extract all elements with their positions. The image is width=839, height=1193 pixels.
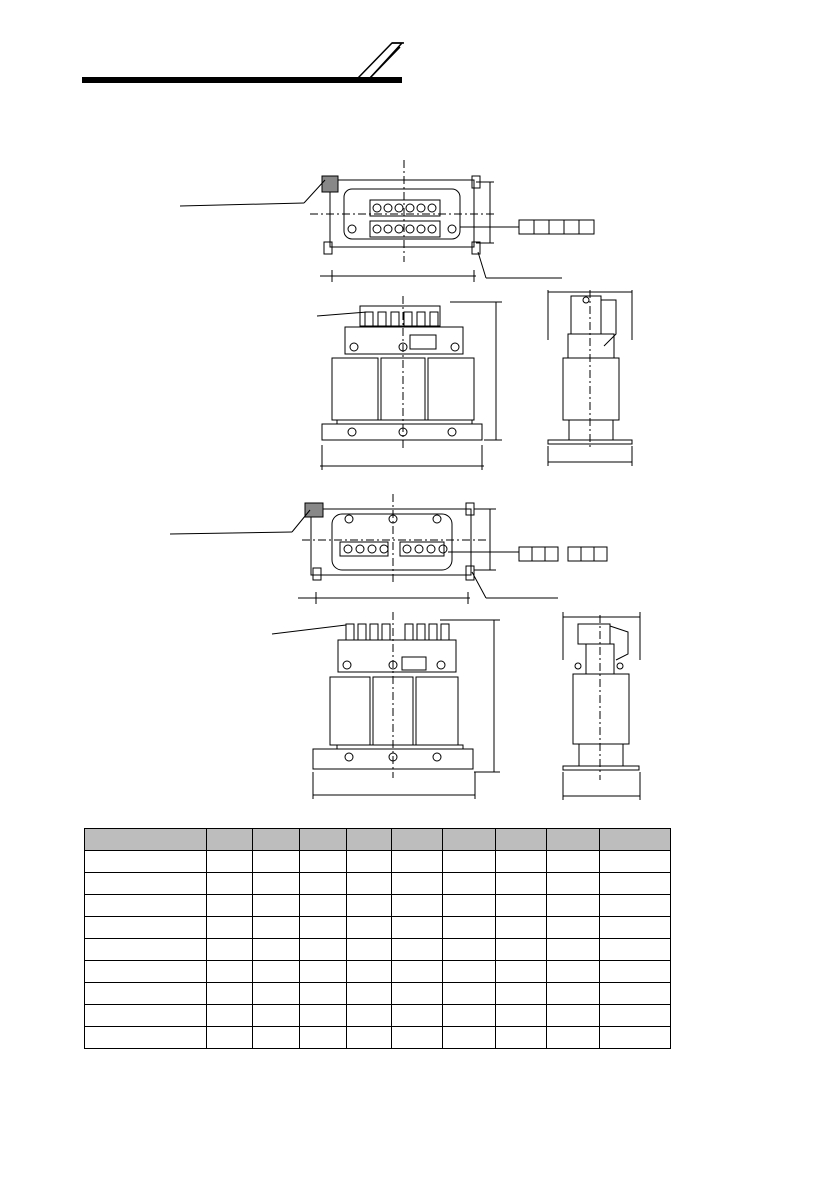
dimension-cell — [392, 1027, 443, 1049]
dimension-cell — [443, 1005, 496, 1027]
dimension-cell — [547, 917, 600, 939]
dimension-cell — [600, 895, 671, 917]
col-header — [252, 829, 299, 851]
model-cell — [85, 851, 207, 873]
dimension-cell — [346, 895, 392, 917]
dimension-cell — [443, 851, 496, 873]
dimension-cell — [600, 939, 671, 961]
col-header — [299, 829, 346, 851]
dimension-cell — [346, 873, 392, 895]
table-row — [85, 873, 671, 895]
dimension-cell — [252, 983, 299, 1005]
large-top-view — [170, 494, 607, 604]
dimension-cell — [496, 873, 547, 895]
dimension-cell — [547, 1005, 600, 1027]
dimension-cell — [299, 939, 346, 961]
table-header-row — [85, 829, 671, 851]
dimension-cell — [252, 939, 299, 961]
dimension-cell — [346, 983, 392, 1005]
small-top-view — [180, 160, 594, 282]
dimension-cell — [392, 983, 443, 1005]
table-row — [85, 851, 671, 873]
dimension-cell — [443, 873, 496, 895]
dimension-cell — [547, 851, 600, 873]
col-header — [206, 829, 252, 851]
dimension-cell — [206, 895, 252, 917]
dimension-cell — [600, 983, 671, 1005]
dimension-cell — [252, 851, 299, 873]
col-header — [346, 829, 392, 851]
model-cell — [85, 961, 207, 983]
dimension-cell — [252, 917, 299, 939]
table-row — [85, 1005, 671, 1027]
dimension-cell — [206, 851, 252, 873]
dimension-cell — [346, 1027, 392, 1049]
dimension-cell — [547, 939, 600, 961]
dimension-cell — [547, 873, 600, 895]
dimension-cell — [346, 851, 392, 873]
dimension-cell — [496, 961, 547, 983]
dimension-cell — [252, 895, 299, 917]
dimension-cell — [392, 851, 443, 873]
dimension-cell — [600, 961, 671, 983]
model-cell — [85, 895, 207, 917]
small-front-view — [317, 296, 502, 470]
col-header — [392, 829, 443, 851]
dimension-cell — [299, 1027, 346, 1049]
model-cell — [85, 917, 207, 939]
dimension-cell — [252, 1005, 299, 1027]
dimension-cell — [206, 917, 252, 939]
table-row — [85, 983, 671, 1005]
dimension-cell — [392, 917, 443, 939]
large-side-view — [563, 612, 640, 800]
dimension-cell — [600, 851, 671, 873]
dimension-cell — [346, 939, 392, 961]
dimension-cell — [392, 939, 443, 961]
model-cell — [85, 983, 207, 1005]
dimension-cell — [299, 895, 346, 917]
dimension-cell — [299, 917, 346, 939]
table-row — [85, 917, 671, 939]
dimension-cell — [547, 983, 600, 1005]
dimension-cell — [392, 895, 443, 917]
dimension-cell — [600, 1027, 671, 1049]
dimension-cell — [206, 961, 252, 983]
model-cell — [85, 1005, 207, 1027]
dimension-cell — [252, 961, 299, 983]
dimension-cell — [547, 1027, 600, 1049]
dimension-cell — [443, 939, 496, 961]
small-side-view — [548, 290, 632, 466]
dimension-cell — [206, 873, 252, 895]
dimension-cell — [600, 873, 671, 895]
dimension-cell — [206, 1027, 252, 1049]
model-cell — [85, 1027, 207, 1049]
dimension-cell — [206, 939, 252, 961]
col-header — [496, 829, 547, 851]
dimension-cell — [600, 1005, 671, 1027]
dimension-cell — [496, 917, 547, 939]
table-row — [85, 939, 671, 961]
dimension-cell — [600, 917, 671, 939]
model-cell — [85, 939, 207, 961]
dimension-cell — [346, 917, 392, 939]
dimension-cell — [547, 895, 600, 917]
dimension-table — [84, 828, 671, 1049]
dimension-cell — [443, 983, 496, 1005]
dimension-cell — [346, 961, 392, 983]
dimension-cell — [252, 873, 299, 895]
dimension-cell — [346, 1005, 392, 1027]
dimension-cell — [299, 851, 346, 873]
col-header — [600, 829, 671, 851]
col-header — [443, 829, 496, 851]
dimension-cell — [443, 1027, 496, 1049]
dimension-cell — [496, 983, 547, 1005]
dimension-cell — [299, 961, 346, 983]
dimension-cell — [443, 895, 496, 917]
dimension-cell — [392, 873, 443, 895]
dimension-cell — [252, 1027, 299, 1049]
dimension-cell — [496, 1005, 547, 1027]
dimension-cell — [392, 1005, 443, 1027]
dimension-cell — [299, 873, 346, 895]
dimension-cell — [392, 961, 443, 983]
dimension-cell — [443, 917, 496, 939]
table-row — [85, 895, 671, 917]
dimension-cell — [496, 939, 547, 961]
dimension-cell — [206, 983, 252, 1005]
dimension-cell — [299, 1005, 346, 1027]
col-header — [547, 829, 600, 851]
dimension-cell — [206, 1005, 252, 1027]
col-header — [85, 829, 207, 851]
model-cell — [85, 873, 207, 895]
dimension-cell — [496, 1027, 547, 1049]
large-front-view — [272, 612, 500, 799]
dimension-cell — [443, 961, 496, 983]
table-row — [85, 1027, 671, 1049]
dimension-cell — [496, 851, 547, 873]
dimension-cell — [496, 895, 547, 917]
table-row — [85, 961, 671, 983]
dimension-cell — [299, 983, 346, 1005]
dimension-cell — [547, 961, 600, 983]
